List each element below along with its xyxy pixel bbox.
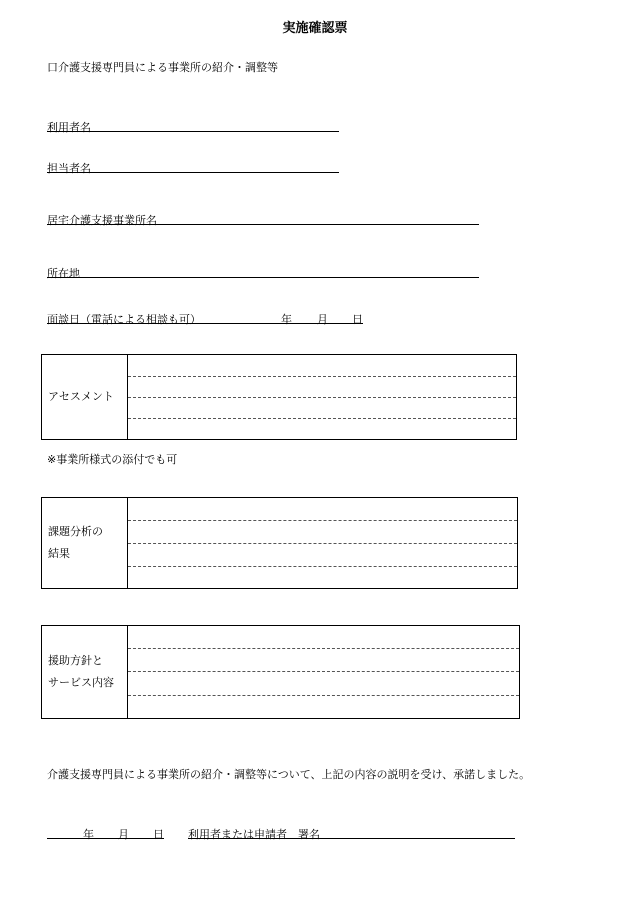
signature-year-label: 年 [83, 828, 94, 841]
analysis-label [42, 498, 128, 588]
assessment-line-1[interactable] [128, 376, 516, 377]
analysis-box [41, 497, 518, 589]
policy-label-line1: 援助方針と [48, 654, 103, 667]
analysis-line-1[interactable] [128, 520, 517, 521]
interview-month-label: 月 [317, 313, 328, 326]
policy-box [41, 625, 520, 719]
analysis-line-2[interactable] [128, 543, 517, 544]
user-name-label: 利用者名 [47, 121, 91, 134]
signer-line[interactable] [188, 838, 515, 839]
assessment-note: ※事業所様式の添付でも可 [47, 453, 178, 466]
policy-line-3[interactable] [128, 695, 519, 696]
analysis-label-line2: 結果 [48, 547, 70, 560]
office-name-line[interactable] [47, 224, 479, 225]
interview-day-label: 日 [352, 313, 363, 326]
signer-label: 利用者または申請者 署名 [188, 828, 320, 841]
interview-date-label: 面談日（電話による相談も可） [47, 313, 201, 326]
staff-name-label: 担当者名 [47, 162, 91, 175]
signature-month-label: 月 [118, 828, 129, 841]
signature-day-label: 日 [153, 828, 164, 841]
interview-year-label: 年 [281, 313, 292, 326]
interview-date-line[interactable] [47, 323, 363, 324]
assessment-line-2[interactable] [128, 397, 516, 398]
assessment-line-3[interactable] [128, 418, 516, 419]
policy-line-2[interactable] [128, 671, 519, 672]
signature-date-line[interactable] [47, 838, 164, 839]
policy-label-line2: サービス内容 [48, 676, 114, 689]
page-title: 実施確認票 [282, 21, 348, 36]
address-line[interactable] [47, 277, 479, 278]
office-name-label: 居宅介護支援事業所名 [47, 214, 157, 227]
analysis-line-3[interactable] [128, 566, 517, 567]
checkbox-item-referral[interactable]: 口介護支援専門員による事業所の紹介・調整等 [47, 61, 278, 74]
consent-text: 介護支援専門員による事業所の紹介・調整等について、上記の内容の説明を受け、承諾しました。 [47, 768, 531, 781]
assessment-label: アセスメント [42, 355, 128, 439]
policy-line-1[interactable] [128, 648, 519, 649]
user-name-line[interactable] [47, 131, 339, 132]
staff-name-line[interactable] [47, 172, 339, 173]
analysis-label-line1: 課題分析の [48, 525, 103, 538]
address-label: 所在地 [47, 267, 80, 280]
policy-label [42, 626, 128, 718]
assessment-box [41, 354, 517, 440]
